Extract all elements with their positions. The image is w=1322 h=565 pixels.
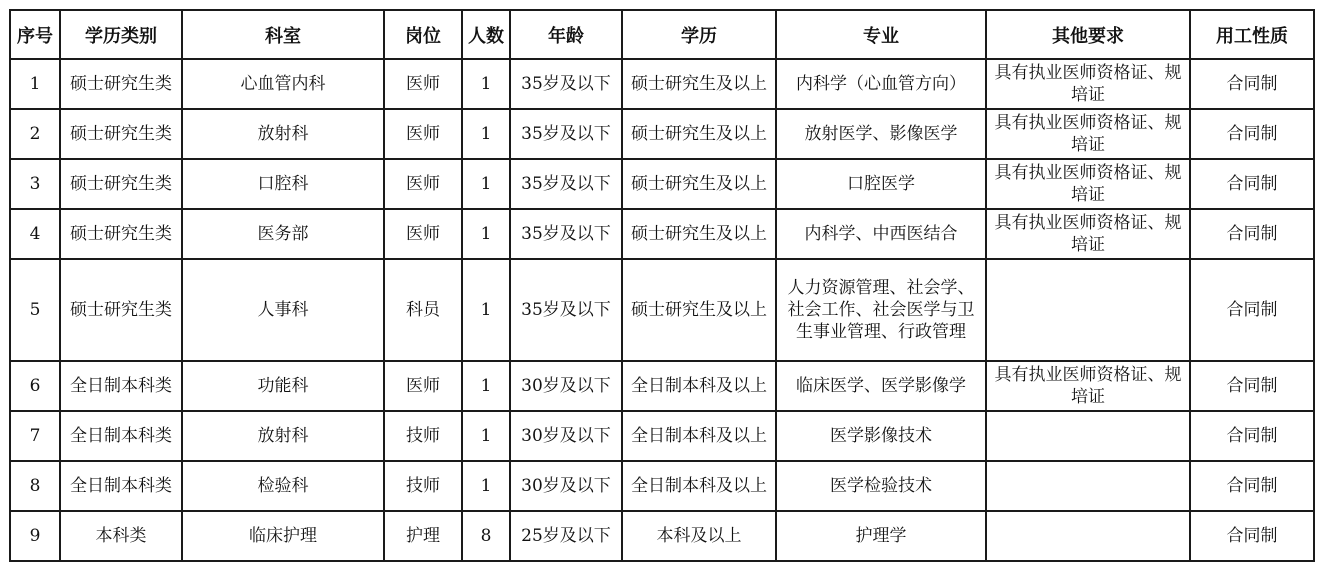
cell-education-category: 硕士研究生类 xyxy=(60,159,182,209)
cell-other-requirements: 具有执业医师资格证、规培证 xyxy=(986,159,1190,209)
table-row xyxy=(10,159,1314,209)
cell-index: 1 xyxy=(10,59,60,109)
cell-education: 硕士研究生及以上 xyxy=(622,159,776,209)
cell-major: 护理学 xyxy=(776,511,986,561)
cell-headcount: 1 xyxy=(462,59,510,109)
header-cell-index: 序号 xyxy=(10,10,60,59)
cell-headcount: 1 xyxy=(462,461,510,511)
cell-age: 30岁及以下 xyxy=(510,361,622,411)
header-cell-headcount: 人数 xyxy=(462,10,510,59)
cell-age: 30岁及以下 xyxy=(510,461,622,511)
header-cell-position: 岗位 xyxy=(384,10,462,59)
table-row xyxy=(10,411,1314,461)
cell-education: 全日制本科及以上 xyxy=(622,411,776,461)
cell-department: 检验科 xyxy=(182,461,384,511)
table-row xyxy=(10,259,1314,361)
cell-index: 2 xyxy=(10,109,60,159)
cell-headcount: 1 xyxy=(462,411,510,461)
cell-major: 人力资源管理、社会学、社会工作、社会医学与卫生事业管理、行政管理 xyxy=(776,259,986,361)
header-row xyxy=(10,10,1314,59)
cell-headcount: 1 xyxy=(462,209,510,259)
table-row xyxy=(10,361,1314,411)
cell-education-category: 全日制本科类 xyxy=(60,461,182,511)
cell-department: 心血管内科 xyxy=(182,59,384,109)
cell-education-category: 硕士研究生类 xyxy=(60,259,182,361)
table-row xyxy=(10,511,1314,561)
header-cell-age: 年龄 xyxy=(510,10,622,59)
cell-position: 医师 xyxy=(384,159,462,209)
cell-education-category: 全日制本科类 xyxy=(60,361,182,411)
cell-education: 硕士研究生及以上 xyxy=(622,109,776,159)
cell-age: 35岁及以下 xyxy=(510,159,622,209)
cell-major: 医学检验技术 xyxy=(776,461,986,511)
cell-major: 临床医学、医学影像学 xyxy=(776,361,986,411)
cell-headcount: 1 xyxy=(462,159,510,209)
cell-headcount: 1 xyxy=(462,361,510,411)
cell-employment-type: 合同制 xyxy=(1190,259,1314,361)
table-row xyxy=(10,59,1314,109)
recruitment-table xyxy=(9,9,1315,562)
table-row xyxy=(10,209,1314,259)
cell-position: 科员 xyxy=(384,259,462,361)
header-cell-education-category: 学历类别 xyxy=(60,10,182,59)
cell-department: 功能科 xyxy=(182,361,384,411)
cell-education: 本科及以上 xyxy=(622,511,776,561)
cell-position: 技师 xyxy=(384,411,462,461)
cell-other-requirements: 具有执业医师资格证、规培证 xyxy=(986,59,1190,109)
cell-employment-type: 合同制 xyxy=(1190,59,1314,109)
table-row xyxy=(10,109,1314,159)
cell-other-requirements xyxy=(986,461,1190,511)
header-cell-education: 学历 xyxy=(622,10,776,59)
table-body xyxy=(10,59,1314,561)
cell-other-requirements: 具有执业医师资格证、规培证 xyxy=(986,209,1190,259)
cell-age: 30岁及以下 xyxy=(510,411,622,461)
cell-employment-type: 合同制 xyxy=(1190,159,1314,209)
cell-other-requirements xyxy=(986,411,1190,461)
cell-department: 人事科 xyxy=(182,259,384,361)
cell-index: 6 xyxy=(10,361,60,411)
cell-major: 医学影像技术 xyxy=(776,411,986,461)
cell-education-category: 全日制本科类 xyxy=(60,411,182,461)
cell-employment-type: 合同制 xyxy=(1190,209,1314,259)
cell-education-category: 硕士研究生类 xyxy=(60,109,182,159)
cell-major: 口腔医学 xyxy=(776,159,986,209)
cell-other-requirements: 具有执业医师资格证、规培证 xyxy=(986,361,1190,411)
cell-education-category: 本科类 xyxy=(60,511,182,561)
cell-headcount: 1 xyxy=(462,109,510,159)
cell-index: 9 xyxy=(10,511,60,561)
cell-employment-type: 合同制 xyxy=(1190,411,1314,461)
header-cell-employment-type: 用工性质 xyxy=(1190,10,1314,59)
cell-index: 5 xyxy=(10,259,60,361)
cell-employment-type: 合同制 xyxy=(1190,461,1314,511)
cell-age: 35岁及以下 xyxy=(510,209,622,259)
cell-education: 硕士研究生及以上 xyxy=(622,59,776,109)
cell-education: 硕士研究生及以上 xyxy=(622,259,776,361)
cell-education: 硕士研究生及以上 xyxy=(622,209,776,259)
cell-employment-type: 合同制 xyxy=(1190,361,1314,411)
cell-age: 25岁及以下 xyxy=(510,511,622,561)
cell-index: 4 xyxy=(10,209,60,259)
cell-age: 35岁及以下 xyxy=(510,59,622,109)
table-row xyxy=(10,461,1314,511)
cell-major: 放射医学、影像医学 xyxy=(776,109,986,159)
cell-index: 3 xyxy=(10,159,60,209)
cell-major: 内科学（心血管方向） xyxy=(776,59,986,109)
cell-education: 全日制本科及以上 xyxy=(622,461,776,511)
cell-position: 医师 xyxy=(384,361,462,411)
cell-index: 7 xyxy=(10,411,60,461)
cell-department: 放射科 xyxy=(182,411,384,461)
cell-department: 医务部 xyxy=(182,209,384,259)
cell-age: 35岁及以下 xyxy=(510,109,622,159)
cell-department: 临床护理 xyxy=(182,511,384,561)
cell-education-category: 硕士研究生类 xyxy=(60,209,182,259)
cell-position: 医师 xyxy=(384,109,462,159)
header-cell-department: 科室 xyxy=(182,10,384,59)
cell-education: 全日制本科及以上 xyxy=(622,361,776,411)
cell-employment-type: 合同制 xyxy=(1190,511,1314,561)
cell-position: 护理 xyxy=(384,511,462,561)
cell-employment-type: 合同制 xyxy=(1190,109,1314,159)
cell-department: 放射科 xyxy=(182,109,384,159)
cell-other-requirements: 具有执业医师资格证、规培证 xyxy=(986,109,1190,159)
cell-headcount: 1 xyxy=(462,259,510,361)
cell-other-requirements xyxy=(986,511,1190,561)
cell-age: 35岁及以下 xyxy=(510,259,622,361)
cell-position: 医师 xyxy=(384,59,462,109)
cell-index: 8 xyxy=(10,461,60,511)
cell-education-category: 硕士研究生类 xyxy=(60,59,182,109)
header-cell-major: 专业 xyxy=(776,10,986,59)
cell-position: 医师 xyxy=(384,209,462,259)
cell-position: 技师 xyxy=(384,461,462,511)
cell-headcount: 8 xyxy=(462,511,510,561)
cell-department: 口腔科 xyxy=(182,159,384,209)
cell-major: 内科学、中西医结合 xyxy=(776,209,986,259)
header-cell-other-requirements: 其他要求 xyxy=(986,10,1190,59)
cell-other-requirements xyxy=(986,259,1190,361)
